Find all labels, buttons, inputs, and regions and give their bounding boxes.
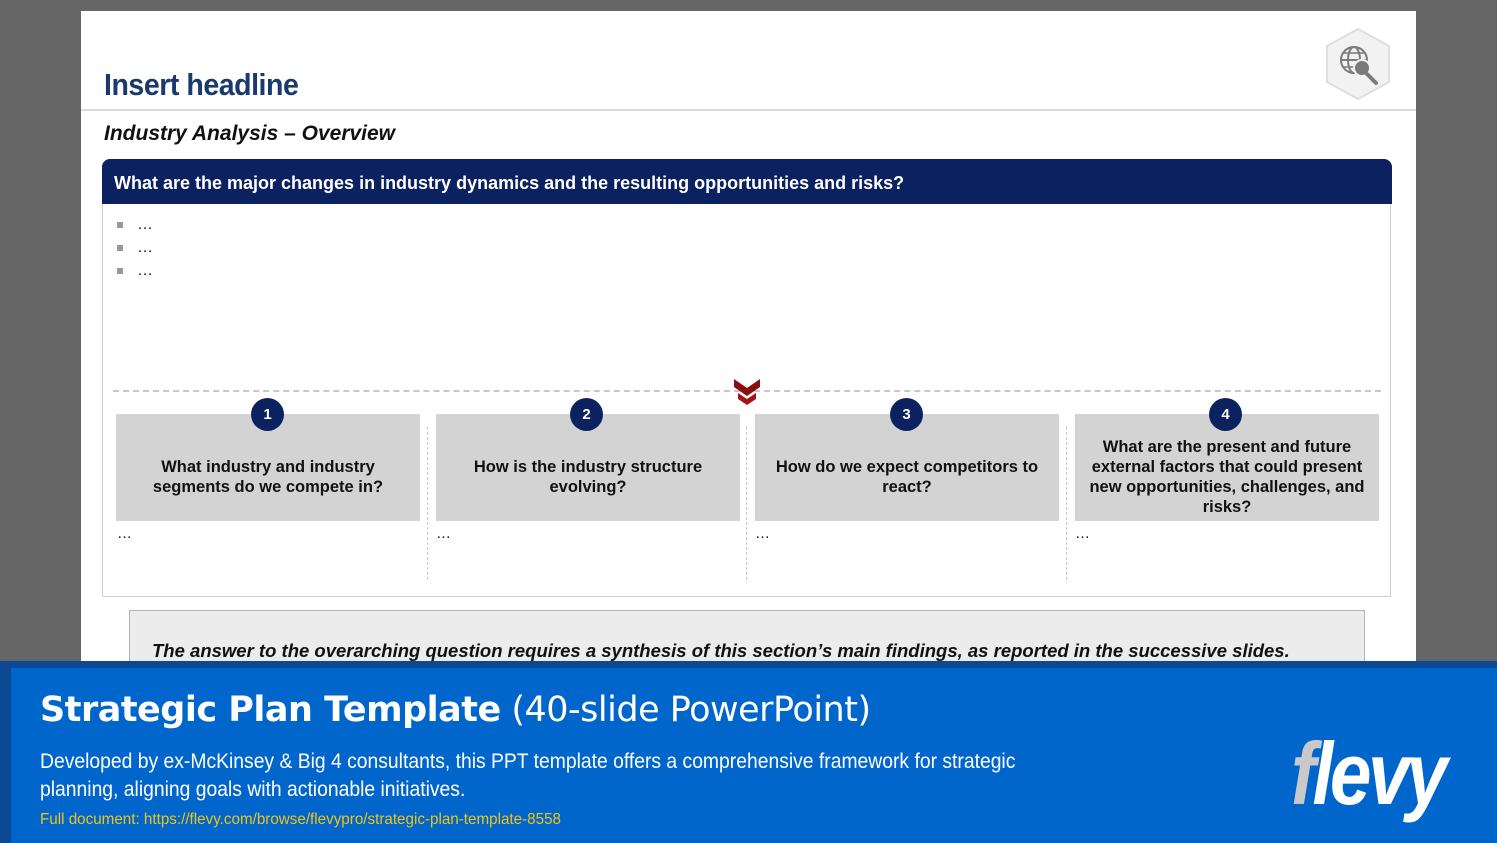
question-card-3: How do we expect competitors to react? — [755, 414, 1059, 521]
card-note: … — [436, 525, 451, 542]
card-note: … — [755, 525, 770, 542]
synthesis-text: The answer to the overarching question requires a synthesis of this section’s main findings, as reported in the successive slides. — [152, 640, 1290, 661]
banner-title: Strategic Plan Template (40-slide PowerPoint) — [40, 690, 871, 730]
step-number-badge: 2 — [570, 398, 603, 431]
bullet-item: … — [117, 216, 153, 239]
flevy-logo: flevy — [1291, 724, 1445, 823]
full-document-link[interactable]: Full document: https://flevy.com/browse/flevypro/strategic-plan-template-8558 — [40, 811, 561, 828]
question-card-1: What industry and industry segments do we compete in? — [116, 414, 420, 521]
step-number-badge: 4 — [1209, 398, 1242, 431]
column-divider — [746, 427, 747, 580]
promo-banner-content — [11, 668, 1497, 843]
slide — [81, 11, 1416, 671]
column-divider — [1066, 427, 1067, 580]
double-chevron-down-icon — [733, 377, 761, 407]
question-card-2: How is the industry structure evolving? — [436, 414, 740, 521]
banner-description: Developed by ex-McKinsey & Big 4 consultants, this PPT template offers a comprehensive framework for strategic planning, aligning goals with actionable initiatives. — [40, 750, 1016, 801]
promo-banner — [0, 661, 1497, 843]
section-subtitle: Industry Analysis – Overview — [104, 122, 396, 145]
card-note: … — [117, 525, 132, 542]
bullet-item: … — [117, 239, 153, 262]
bullet-square-icon — [117, 245, 123, 251]
column-divider — [427, 427, 428, 580]
card-note: … — [1075, 525, 1090, 542]
bullet-square-icon — [117, 268, 123, 274]
step-number-badge: 3 — [890, 398, 923, 431]
slide-headline: Insert headline — [104, 67, 299, 102]
question-panel — [102, 159, 1391, 597]
bullet-item: … — [117, 262, 153, 285]
question-card-4: What are the present and future external factors that could present new opportunities, challenges, and risks? — [1075, 414, 1379, 521]
headline-divider — [81, 109, 1416, 111]
bullet-square-icon — [117, 222, 123, 228]
step-number-badge: 1 — [251, 398, 284, 431]
main-question-bar: What are the major changes in industry dynamics and the resulting opportunities and risks? — [102, 159, 1392, 204]
bullet-list — [117, 216, 153, 285]
globe-search-icon — [1324, 27, 1392, 101]
